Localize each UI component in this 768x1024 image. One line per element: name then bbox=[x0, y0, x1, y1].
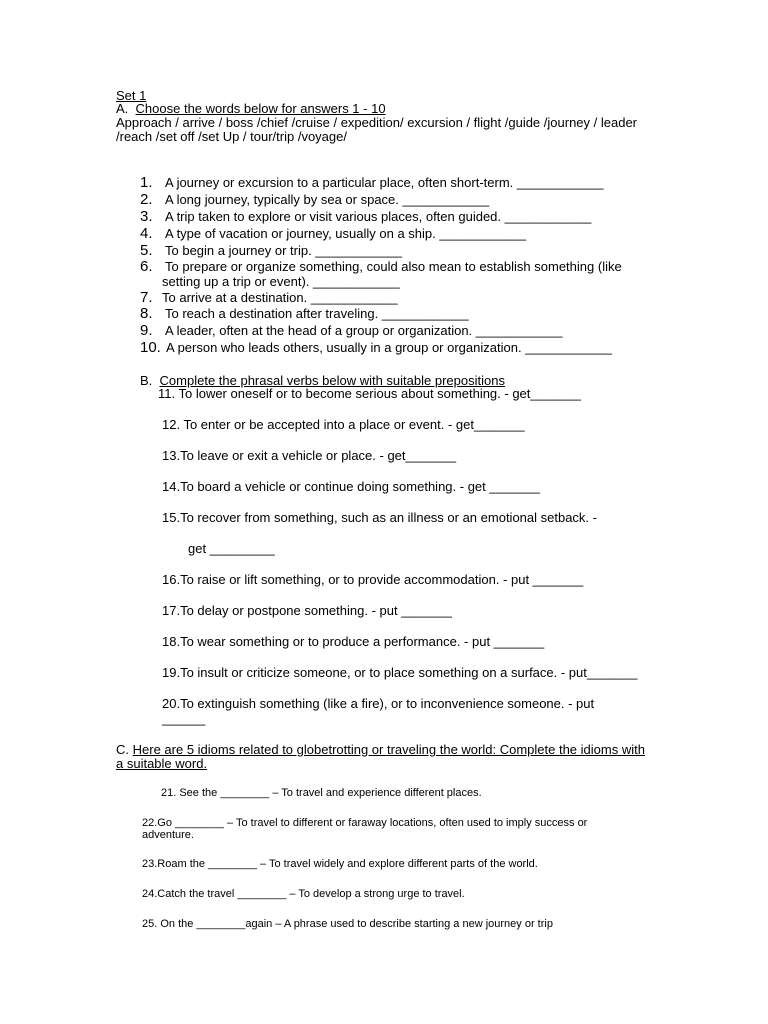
list-item: 25. On the ________again – A phrase used to describe starting a new journey or trip bbox=[142, 918, 553, 930]
list-item: 18.To wear something or to produce a performance. - put _______ bbox=[162, 634, 545, 649]
item-number: 5. bbox=[140, 242, 153, 259]
list-item: 19.To insult or criticize someone, or to place something on a surface. - put_______ bbox=[162, 665, 638, 680]
list-item: 22.Go ________ – To travel to different or faraway locations, often used to imply success or bbox=[142, 817, 588, 829]
item-number: 1. bbox=[140, 174, 153, 191]
list-item: 11. To lower oneself or to become serious about something. - get_______ bbox=[158, 386, 582, 401]
item-text: A person who leads others, usually in a group or organization. ____________ bbox=[166, 340, 612, 355]
list-item: 15.To recover from something, such as an illness or an emotional setback. - bbox=[162, 510, 597, 525]
word-bank-line-2: /reach /set off /set Up / tour/trip /voyage/ bbox=[116, 129, 347, 144]
list-item: 24.Catch the travel ________ – To develop a strong urge to travel. bbox=[142, 888, 465, 900]
item-text: To reach a destination after traveling. ____________ bbox=[165, 306, 469, 321]
list-item: 17.To delay or postpone something. - put _______ bbox=[162, 603, 452, 618]
item-continuation: get _________ bbox=[188, 541, 275, 556]
item-continuation: ______ bbox=[162, 711, 206, 726]
section-c-title: Here are 5 idioms related to globetrotting or traveling the world: Complete the idioms with bbox=[132, 742, 645, 757]
item-number: 2. bbox=[140, 191, 153, 208]
section-c-heading bbox=[116, 742, 645, 757]
list-item bbox=[140, 323, 563, 338]
section-c-title-line-2: a suitable word. bbox=[116, 756, 208, 771]
word-bank-line-1: Approach / arrive / boss /chief /cruise / expedition/ excursion / flight /guide /journey / leader bbox=[116, 115, 637, 130]
item-text: A trip taken to explore or visit various places, often guided. ____________ bbox=[165, 209, 592, 224]
item-number: 10. bbox=[140, 339, 161, 356]
section-a-heading bbox=[116, 101, 386, 116]
list-item: 14.To board a vehicle or continue doing something. - get _______ bbox=[162, 479, 540, 494]
list-item bbox=[140, 226, 526, 241]
list-item: 13.To leave or exit a vehicle or place. - get_______ bbox=[162, 448, 457, 463]
item-text: A type of vacation or journey, usually on a ship. ____________ bbox=[165, 226, 527, 241]
list-item bbox=[140, 192, 489, 207]
list-item bbox=[140, 175, 604, 190]
item-text: To begin a journey or trip. ____________ bbox=[165, 243, 403, 258]
item-continuation: adventure. bbox=[142, 829, 194, 841]
set-title: Set 1 bbox=[116, 88, 147, 103]
section-a-letter: A. bbox=[116, 101, 129, 116]
item-number: 3. bbox=[140, 208, 153, 225]
item-number: 7. bbox=[140, 289, 153, 306]
list-item bbox=[140, 209, 591, 224]
list-item bbox=[140, 290, 398, 305]
list-item: 23.Roam the ________ – To travel widely and explore different parts of the world. bbox=[142, 858, 538, 870]
list-item: 20.To extinguish something (like a fire), or to inconvenience someone. - put bbox=[162, 696, 595, 711]
item-text: A leader, often at the head of a group or organization. ____________ bbox=[165, 323, 563, 338]
section-a-title: Choose the words below for answers 1 - 10 bbox=[135, 101, 386, 116]
section-c-letter: C. bbox=[116, 742, 129, 757]
item-number: 4. bbox=[140, 225, 153, 242]
list-item: 21. See the ________ – To travel and experience different places. bbox=[161, 787, 482, 799]
item-text: A long journey, typically by sea or space. ____________ bbox=[165, 192, 490, 207]
item-text: To arrive at a destination. ____________ bbox=[162, 290, 398, 305]
list-item bbox=[140, 243, 402, 258]
item-number: 6. bbox=[140, 258, 153, 275]
list-item bbox=[140, 306, 469, 321]
list-item: 12. To enter or be accepted into a place or event. - get_______ bbox=[162, 417, 525, 432]
item-text: A journey or excursion to a particular place, often short-term. ____________ bbox=[165, 175, 604, 190]
item-number: 9. bbox=[140, 322, 153, 339]
list-item bbox=[140, 259, 622, 274]
item-text: To prepare or organize something, could also mean to establish something (like bbox=[165, 259, 622, 274]
list-item bbox=[140, 340, 612, 355]
list-item: 16.To raise or lift something, or to provide accommodation. - put _______ bbox=[162, 572, 584, 587]
item-continuation: setting up a trip or event). ____________ bbox=[162, 274, 400, 289]
section-b-letter: B. bbox=[140, 373, 153, 388]
section-b-title: Complete the phrasal verbs below with suitable prepositions bbox=[159, 373, 505, 388]
item-number: 8. bbox=[140, 305, 153, 322]
